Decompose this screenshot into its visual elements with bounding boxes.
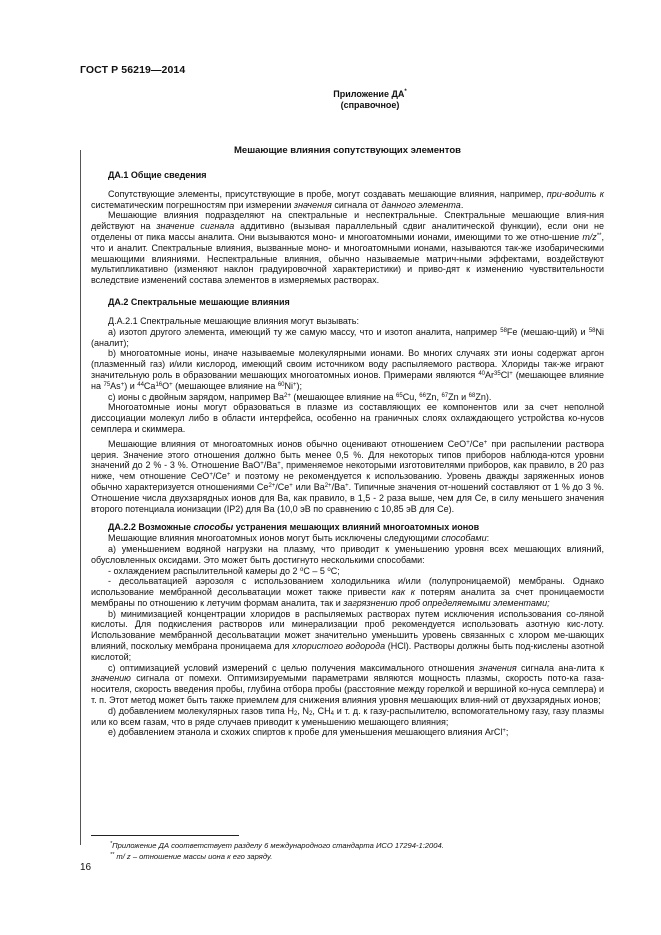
list-item-e-ethanol: е) добавлением этанола и схожих спиртов к пробе для уменьшения мешающего влияния ArCl+; — [108, 727, 509, 738]
paragraph-methods-intro: Мешающие влияния многоатомных ионов могут быть исключены следующими способами: — [108, 533, 490, 544]
list-item-cooling: - охлаждением распылительной камеры до 2 $^о$С – 5 $^о$С; — [108, 565, 340, 576]
paragraph-da2-1: Д.А.2.1 Спектральные мешающие влияния могут вызывать: — [108, 315, 359, 326]
paragraph-da1-2: Мешающие влияния подразделяют на спектральные и неспектральные. Спектральные мешающие влия-ния действуют на значение сигнала аддитивно (вызывая параллельный сдвиг аналитической функции), если они не отделены от пика массы аналита. Они вызываются моно- и многоатомными ионами, имеющими то же отно-шение m/z**, что и аналит. Спектральные влияния, вызванные моно- и многоатомными ионами, называются так-же изобарическими мешающими влияниями. Неспектральные влияния, обычно называемые матрич-ными эффектами, воздействуют мультипликативно (изменяют наклон градуировочной характеристики) и приво-дят к изменению чувствительности вследствие изменений состава элементов в измеряемых растворах. — [91, 210, 604, 286]
appendix-title: Приложение ДА* — [333, 89, 407, 99]
list-item-c: с) ионы с двойным зарядом, например $Ba^{2+}$ (мешающее влияние на $^{65}$Cu, $^{66}$Zn, $^{67}$Zn и $^{68}$Zn). — [108, 391, 492, 402]
page-number: 16 — [80, 862, 92, 873]
list-item-desolvation: - десольватацией аэрозоля с использованием холодильника и/или (полупроницаемой) мембраны. Однако использование мембранной десольватации может также привести как к потерям аналита за счет проницаемости мембраны по отношению к летучим формам аналита, так и загрязнению проб определяемыми элементами; — [91, 576, 604, 608]
main-content — [91, 146, 604, 738]
footnotes — [110, 840, 580, 862]
list-item-b: b) многоатомные ионы, иначе называемые молекулярными ионами. Во многих случаях эти ионы содержат аргон (плазменный газ) и/или кислород, имеющий своим источником воду распыляемого раствора. Хлориды так-же играют значительную роль в образовании мешающих многоатомных ионов. Примерами являются $^{40}$Ar$^{35}$Cl+ (мешающее влияние на $^{75}$As+) и $^{44}$Ca$^{16}$O+ (мешающее влияние на $^{60}$Ni+); — [91, 348, 605, 391]
paragraph-da1-1: Сопутствующие элементы, присутствующие в пробе, могут создавать мешающие влияния, например, при-водить к систематическим погрешностям при измерении значения сигнала от данного элемента. — [91, 188, 604, 210]
footnote-separator — [91, 835, 239, 836]
list-item-a-water: а) уменьшением водяной нагрузки на плазму, что приводит к уменьшению уровня всех мешающих влияний, обусловленных оксидами. Это может быть достигнуто несколькими способами: — [91, 543, 604, 565]
appendix-heading — [260, 89, 480, 111]
heading-da2: ДА.2 Спектральные мешающие влияния — [108, 296, 290, 307]
list-item-a: а) изотоп другого элемента, имеющий ту же самую массу, что и изотоп аналита, например $^{58}$Fe (мешаю-щий) и $^{58}$Ni (аналит); — [91, 326, 604, 348]
footnote-2: ** m/ z – отношение массы иона к его заряду. — [110, 852, 273, 861]
appendix-subtitle: (справочное) — [340, 100, 400, 110]
list-item-d-gases: d) добавлением молекулярных газов типа $H_2$, $N_2$, $CH_4$ и т. д. к газу-распылителю, вспомогательному газу, газу плазмы или ко всем газам, что в ряде случаев приводит к уменьшению мешающего влияния; — [91, 705, 604, 727]
heading-da1: ДА.1 Общие сведения — [108, 169, 207, 180]
section-title: Мешающие влияния сопутствующих элементов — [234, 145, 461, 156]
footnote-1: *Приложение ДА соответствует разделу 6 международного стандарта ИСО 17294-1:2004. — [110, 841, 444, 850]
heading-da2-2: ДА.2.2 Возможные способы устранения мешающих влияний многоатомных ионов — [108, 522, 480, 533]
list-item-c-optimization: с) оптимизацией условий измерений с целью получения максимального отношения значения сигнала ана-лита к значению сигнала от помехи. Оптимизируемыми параметрами являются мощность плазмы, скорость пото-ка газа-носителя, скорость введения пробы, глубина отбора пробы (расстояние между горелкой и вершиной ко-нуса семплера) и т. п. Этот метод может быть также приемлем для снижения влияния уровня мешающих влия-ний от двухзарядных ионов; — [91, 662, 604, 706]
change-bar — [80, 150, 81, 845]
document-code: ГОСТ Р 56219—2014 — [80, 64, 186, 76]
paragraph-da2-ratios: Мешающие влияния от многоатомных ионов обычно оценивают отношением CeO+/Ce+ при распылении раствора церия. Значение этого отношения должно быть менее 0,5 %. Для некоторых типов приборов наблюда-ются уровни значений до 2 % - 3 %. Отношение BaO+/Ba+, применяемое некоторыми изготовителями приборов, как правило, в 20 раз ниже, чем отношение CeO+/Ce+ и поэтому не рекомендуется к использованию. Уровень дважды заряженных ионов обычно характеризуется отношениями $Ce^{2+}/Ce^+$ или $Ba^{2+}/Ba^+$. Типичные значения от-ношений составляют от 1 % до 3 %. Отношение числа двухзарядных ионов для Ba, как правило, в 1,5 - 2 раза выше, чем для Ce, в силу меньшего значения второго потенциала ионизации (IP2) для Ba (10,0 эВ по сравнению с 10,85 эВ для Ce). — [91, 438, 605, 514]
list-item-b-chlorides: b) минимизацией концентрации хлоридов в распыляемых растворах путем исключения использования со-ляной кислоты. Для подкисления растворов или минерализации проб рекомендуется использовать азотную кис-лоту. Использование мембранной десольватации может значительно уменьшить уровень связанных с хлором ме-шающих влияний, поскольку мембрана проницаема для хлористого водорода (HCl). Растворы должны быть под-кислены азотной кислотой; — [91, 608, 605, 662]
paragraph-da2-polyatomic: Многоатомные ионы могут образоваться в плазме из составляющих ее компонентов или за счет неполной диссоциации молекул либо в области интерфейса, особенно на граничных слоях охлаждающего устройства ко-нусов семплера и скиммера. — [91, 402, 604, 434]
